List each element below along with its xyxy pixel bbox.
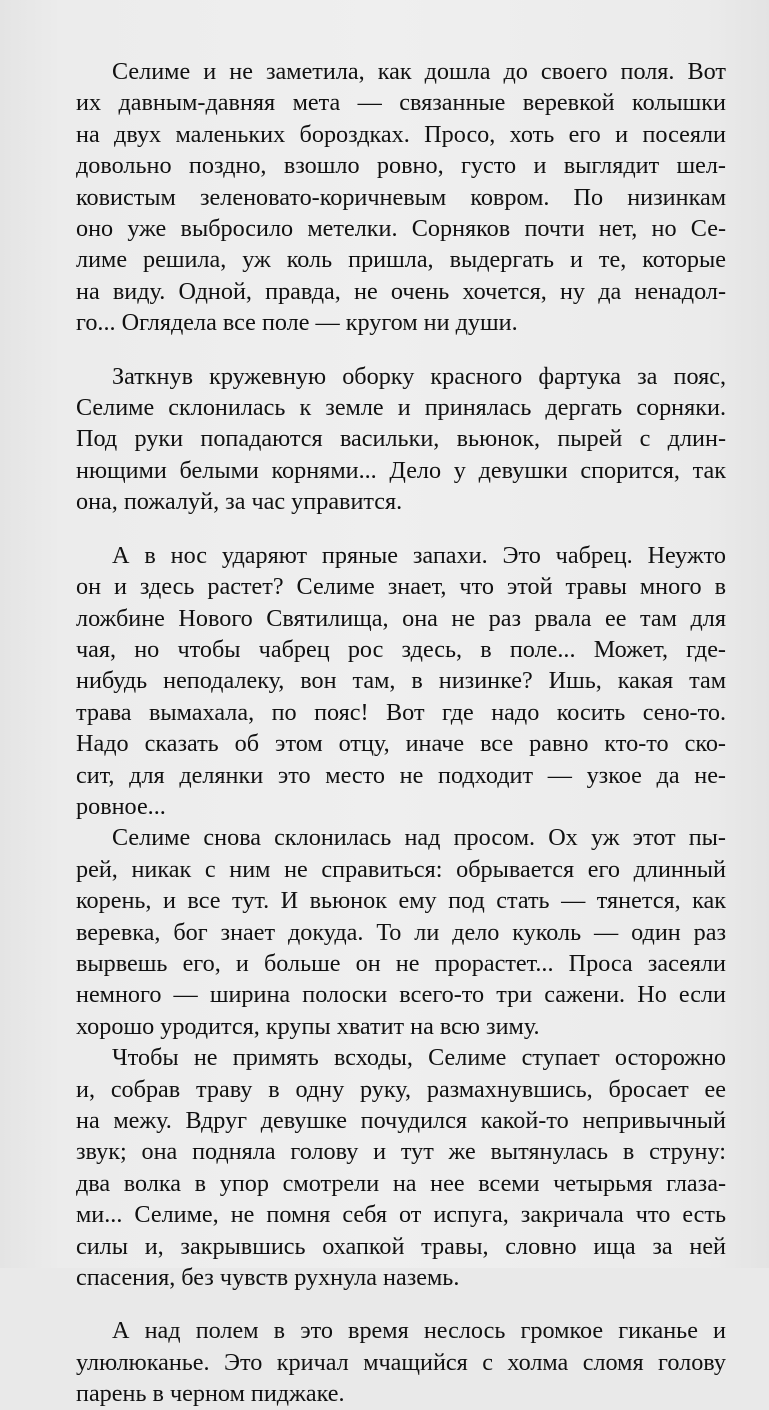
- text-line: Надо сказать об этом отцу, иначе все равно кто-то ско-: [76, 730, 726, 758]
- text-line: их давным-давняя мета — связанные веревкой колышки: [76, 89, 726, 117]
- text-line: спасения, без чувств рухнула наземь.: [76, 1264, 460, 1292]
- paragraph-2: [76, 361, 726, 518]
- text-line: на межу. Вдруг девушке почудился какой-то непривычный: [76, 1107, 726, 1134]
- paragraph-gap: [76, 518, 726, 540]
- text-line: довольно поздно, взошло ровно, густо и выглядит шел-: [76, 152, 726, 180]
- text-line: Селиме и не заметила, как дошла до своего поля. Вот: [112, 58, 726, 85]
- text-line: Селиме склонилась к земле и принялась дергать сорняки.: [76, 394, 726, 422]
- text-line: Селиме снова склонилась над просом. Ох уж этот пы-: [112, 824, 726, 852]
- text-line: немного — ширина полоски всего-то три сажени. Но если: [76, 981, 726, 1009]
- text-line: нибудь неподалеку, вон там, в низинке? Ишь, какая там: [76, 667, 726, 695]
- text-line: Под руки попадаются васильки, вьюнок, пырей с длин-: [76, 425, 726, 453]
- text-line: нющими белыми корнями... Дело у девушки спорится, так: [76, 456, 726, 484]
- text-line: чая, но чтобы чабрец рос здесь, в поле... Может, где-: [76, 635, 726, 663]
- text-line: улюлюканье. Это кричал мчащийся с холма сломя голову: [76, 1348, 726, 1376]
- paragraph-1: [76, 56, 726, 339]
- text-line: вырвешь его, и больше он не прорастет... Проса засеяли: [76, 949, 726, 977]
- text-line: трава вымахала, по пояс! Вот где надо косить сено-то.: [76, 698, 726, 726]
- text-line: корень, и все тут. И вьюнок ему под стать — тянется, как: [76, 887, 726, 915]
- text-line: го... Оглядела все поле — кругом ни души.: [76, 309, 518, 337]
- text-line: ми... Селиме, не помня себя от испуга, закричала что есть: [76, 1201, 726, 1229]
- text-line: ковистым зеленовато-коричневым ковром. По низинкам: [76, 183, 726, 211]
- paragraph-3: [76, 540, 726, 823]
- paragraph-6: [76, 1315, 726, 1409]
- paragraph-gap: [76, 339, 726, 361]
- text-line: хорошо уродится, крупы хватит на всю зиму.: [76, 1012, 540, 1040]
- text-line: лиме решила, уж коль пришла, выдергать и те, которые: [76, 246, 726, 274]
- paragraph-5: [76, 1042, 726, 1293]
- text-line: веревка, бог знает докуда. То ли дело куколь — один раз: [76, 918, 726, 946]
- paragraph-4: [76, 822, 726, 1042]
- text-line: сит, для делянки это место не подходит — узкое да не-: [76, 761, 726, 789]
- text-line: звук; она подняла голову и тут же вытянулась в струну:: [76, 1138, 726, 1166]
- text-line: ложбине Нового Святилища, она не раз рвала ее там для: [76, 604, 726, 632]
- text-line: силы и, закрывшись охапкой травы, словно ища за ней: [76, 1232, 726, 1260]
- text-line: А над полем в это время неслось громкое гиканье и: [112, 1317, 726, 1345]
- text-line: он и здесь растет? Селиме знает, что этой травы много в: [76, 573, 726, 601]
- text-line: рей, никак с ним не справиться: обрывается его длинный: [76, 855, 726, 883]
- text-line: на двух маленьких бороздках. Просо, хоть его и посеяли: [76, 120, 726, 148]
- text-line: А в нос ударяют пряные запахи. Это чабрец. Неужто: [112, 541, 726, 569]
- text-line: она, пожалуй, за час управится.: [76, 488, 403, 516]
- paragraph-gap: [76, 1293, 726, 1315]
- page-text: [76, 56, 726, 1410]
- text-line: на виду. Одной, правда, не очень хочется, ну да ненадол-: [76, 277, 726, 305]
- text-line: парень в черном пиджаке.: [76, 1380, 345, 1408]
- text-line: Чтобы не примять всходы, Селиме ступает осторожно: [112, 1044, 726, 1072]
- text-line: два волка в упор смотрели на нее всеми четырьмя глаза-: [76, 1169, 726, 1197]
- text-line: Заткнув кружевную оборку красного фартука за пояс,: [112, 362, 726, 390]
- text-line: ровное...: [76, 792, 166, 820]
- text-line: оно уже выбросило метелки. Сорняков почти нет, но Се-: [76, 215, 726, 243]
- text-line: и, собрав траву в одну руку, размахнувшись, бросает ее: [76, 1075, 726, 1103]
